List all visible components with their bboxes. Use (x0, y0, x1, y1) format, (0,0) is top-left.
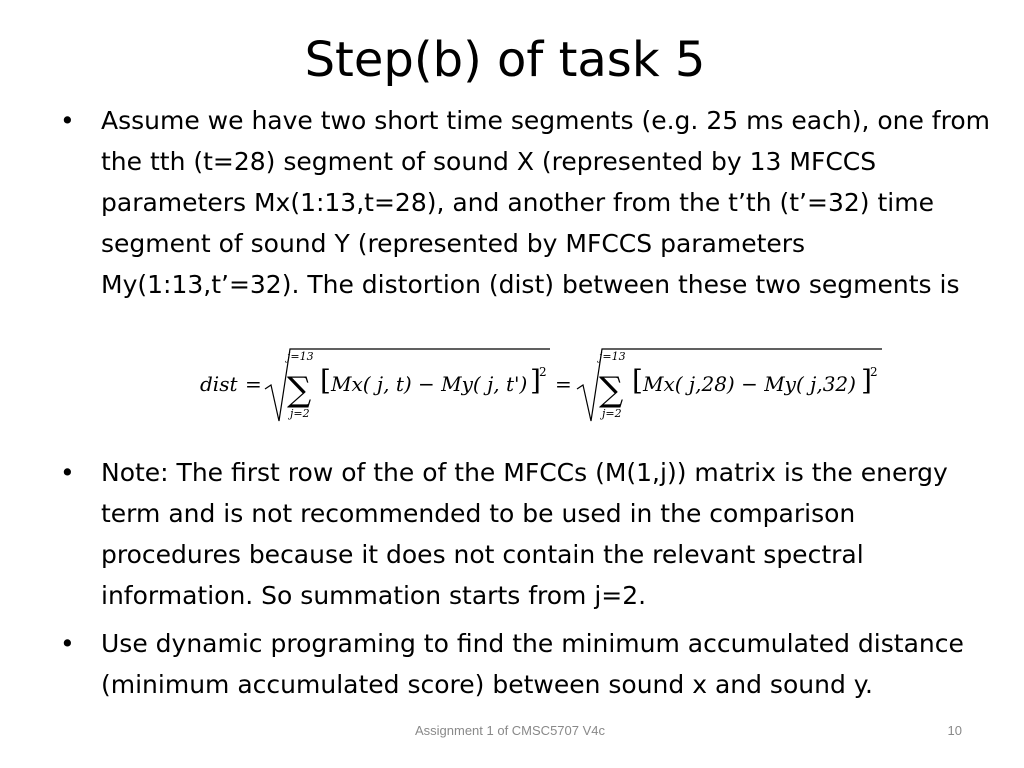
right-bracket: ] (530, 364, 541, 397)
bullet-text: Use dynamic programing to find the minimum accumulated distance (minimum accumulated score) between sound x and sound y. (101, 629, 964, 699)
equation-term: Mx( j,28) − My( j,32) (643, 372, 856, 396)
left-bracket: [ (632, 364, 643, 397)
equals-sign: = (555, 372, 572, 396)
right-bracket: ] (861, 364, 872, 397)
equation-lhs: dist (200, 372, 238, 396)
sum-lower-limit: j=2 (602, 407, 622, 420)
summation-sigma: ∑ (287, 370, 312, 410)
bullet-marker: • (60, 106, 75, 135)
summation-sigma: ∑ (599, 370, 624, 410)
footer-text: Assignment 1 of CMSC5707 V4c (414, 723, 606, 738)
page-number: 10 (947, 723, 962, 738)
equals-sign: = (245, 372, 262, 396)
equation-svg (195, 343, 895, 428)
bullet-item (60, 452, 1001, 616)
sum-lower-limit: j=2 (290, 407, 310, 420)
bullet-item (60, 623, 1001, 705)
bullet-item (60, 100, 1001, 305)
sum-upper-limit: j=13 (287, 350, 314, 363)
sum-upper-limit: j=13 (599, 350, 626, 363)
left-bracket: [ (320, 364, 331, 397)
bullet-marker: • (60, 458, 75, 487)
exponent: 2 (870, 365, 878, 379)
bullet-marker: • (60, 629, 75, 658)
distortion-equation (195, 343, 895, 428)
exponent: 2 (539, 365, 547, 379)
bullet-text: Assume we have two short time segments (e.g. 25 ms each), one from the tth (t=28) segment of sound X (represented by 13 MFCCS parameters Mx(1:13,t=28), and another from the t’th (t’=32) time segment of sound Y (represented by MFCCS parameters My(1:13,t’=32). The distortion (dist) between these two segments is (101, 106, 990, 299)
bullet-text: Note: The first row of the of the MFCCs (M(1,j)) matrix is the energy term and is not recommended to be used in the comparison procedures because it does not contain the relevant spectral information. So summation starts from j=2. (101, 458, 948, 610)
slide-title: Step(b) of task 5 (304, 32, 706, 88)
equation-term: Mx( j, t) − My( j, t') (331, 372, 528, 396)
